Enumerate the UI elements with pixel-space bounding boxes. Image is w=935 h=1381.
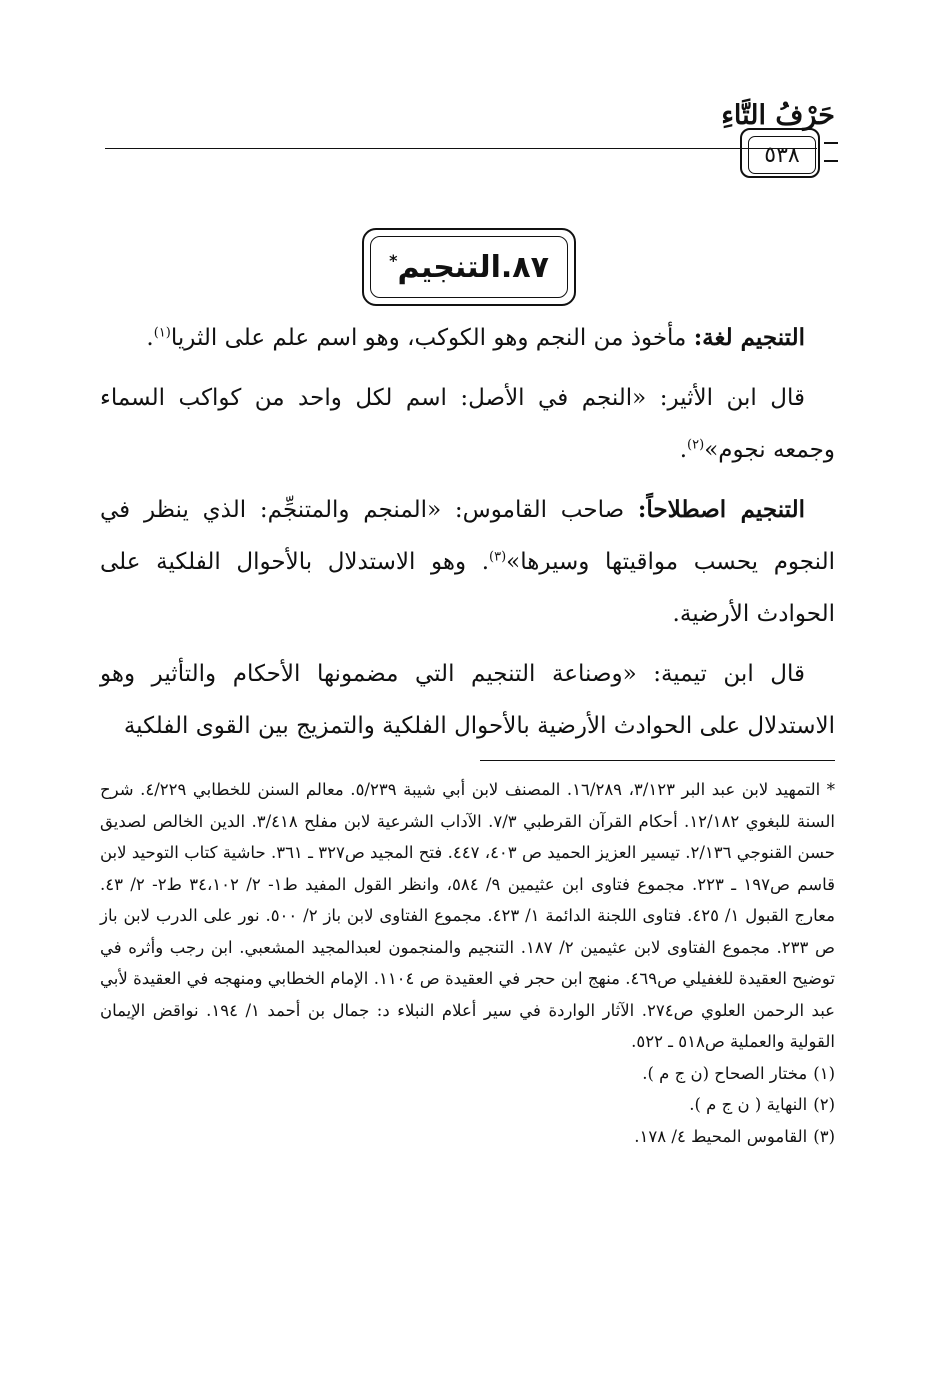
footnote-item	[100, 1089, 835, 1121]
paragraph-tail: .	[146, 325, 154, 351]
footnote-separator	[480, 760, 835, 761]
footnote-item	[100, 1058, 835, 1090]
body-text	[100, 312, 835, 760]
footnote-text: النهاية ( ن ج م ).	[689, 1095, 808, 1114]
page-number-outer-border	[740, 128, 820, 178]
paragraph	[100, 484, 835, 640]
paragraph-tail: .	[679, 437, 688, 463]
entry-star-marker: *	[389, 250, 398, 270]
entry-title-text: ٨٧.التنجيم	[397, 249, 549, 285]
paragraph	[100, 312, 835, 364]
paragraph-text: قال ابن الأثير: «النجم في الأصل: اسم لكل واحد من كواكب السماء وجمعه نجوم»	[100, 385, 835, 463]
paragraph-text: مأخوذ من النجم وهو الكوكب، وهو اسم علم على الثريا	[170, 325, 694, 351]
footnote-number: (٢)	[813, 1095, 835, 1114]
paragraph-text: صاحب القاموس: «المنجم والمتنجِّم: الذي ينظر في النجوم يحسب مواقيتها وسيرها»	[100, 497, 835, 575]
footnote-ref: (٢)	[687, 437, 705, 453]
paragraph	[100, 648, 835, 752]
paragraph	[100, 372, 835, 476]
footnote-ref: (١)	[153, 325, 171, 341]
page-number-frame	[740, 128, 838, 180]
entry-title	[389, 250, 549, 285]
footnote-sources: * التمهيد لابن عبد البر ٣/١٢٣، ١٦/٢٨٩. المصنف لابن أبي شيبة ٥/٢٣٩. معالم السنن للخطابي ٤/٢٢٩. شرح السنة للبغوي ١٢/١٨٢. أحكام القرآن القرطبي ٧/٣. الآداب الشرعية لابن مفلح ٣/٤١٨. الدين الخالص لصديق حسن القنوجي ٢/١٣٦. تيسير العزيز الحميد ص ٤٠٣، ٤٤٧. فتح المجيد ص٣٢٧ ـ ٣٦١. حاشية كتاب التوحيد لابن قاسم ص١٩٧ ـ ٢٢٣. مجموع فتاوى ابن عثيمين ٩/ ٥٨٤، وانظر القول المفيد ط١- ٢/ ٣٤،١٠٢ ط٢- ٢/ ٤٣. معارج القبول ١/ ٤٢٥. فتاوى اللجنة الدائمة ١/ ٤٢٣. مجموع الفتاوى لابن باز ٢/ ٥٠٠. نور على الدرب لابن باز ص ٢٣٣. مجموع الفتاوى لابن عثيمين ٢/ ١٨٧. التنجيم والمنجمون لعبدالمجيد المشعبي. ابن رجب وأثره في توضيح العقيدة للغفيلي ص٤٦٩. منهج ابن حجر في العقيدة ص ١١٠٤. الإمام الخطابي ومنهجه في العقيدة لأبي عبد الرحمن العلوي ص٢٧٤. الآثار الواردة في سير أعلام النبلاء د: جمال بن أحمد ١/ ١٩٤. نواقض الإيمان القولية والعملية ص٥١٨ ـ ٥٢٢.	[100, 780, 836, 1051]
header-rule	[105, 148, 817, 149]
paragraph-text: قال ابن تيمية: «وصناعة التنجيم التي مضمونها الأحكام والتأثير وهو الاستدلال على الحوادث الأرضية بالأحوال الفلكية والتمزيج بين القوى الفلكية	[100, 661, 835, 739]
chapter-title: حَرْفُ التَّاءِ	[721, 100, 835, 131]
entry-title-inner	[370, 236, 568, 298]
page-number: ٥٣٨	[748, 136, 816, 174]
footnote-number: (١)	[813, 1063, 835, 1083]
entry-title-box	[362, 228, 576, 306]
footnote-text: القاموس المحيط ٤/ ١٧٨.	[634, 1126, 808, 1146]
paragraph-tail: . وهو الاستدلال بالأحوال الفلكية على الحوادث الأرضية.	[100, 549, 835, 627]
footnote-text: مختار الصحاح (ن ج م ).	[642, 1063, 808, 1083]
footnote-item	[100, 1121, 835, 1153]
footnotes	[100, 774, 835, 1152]
page-number-ornament	[824, 142, 838, 162]
paragraph-lead: التنجيم اصطلاحاً:	[637, 496, 805, 523]
footnote-ref: (٣)	[489, 549, 507, 565]
footnote-number: (٣)	[813, 1126, 835, 1146]
paragraph-lead: التنجيم لغة:	[693, 324, 805, 351]
